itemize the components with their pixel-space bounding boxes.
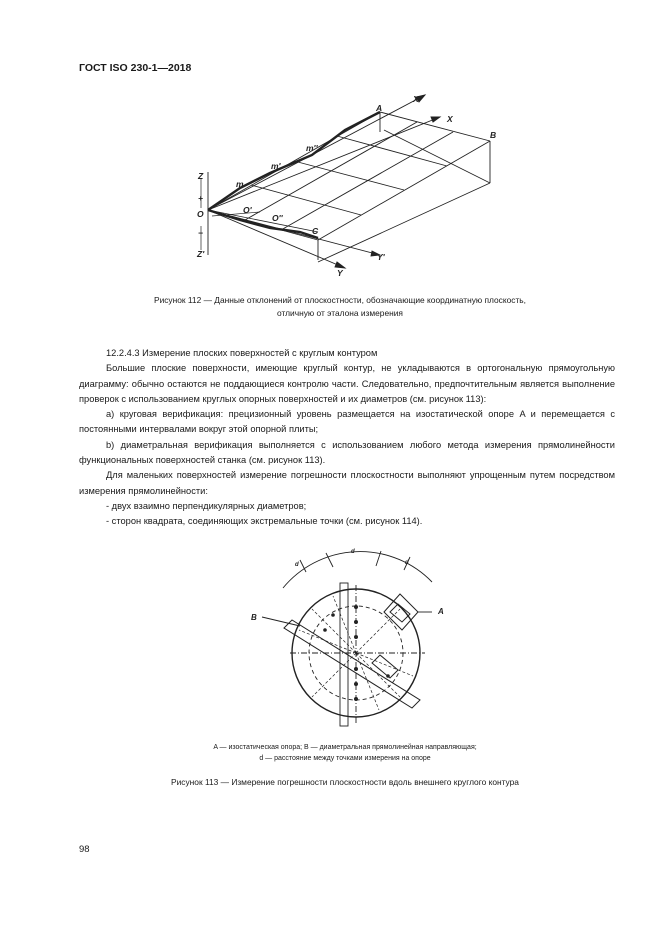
legend-line: A — изостатическая опора; B — диаметральная прямолинейная направляющая; [213, 744, 477, 751]
caption-line: Рисунок 112 — Данные отклонений от плоскостности, обозначающие координатную плоскость, [153, 295, 526, 305]
section-heading: 12.2.4.3 Измерение плоских поверхностей с круглым контуром [106, 348, 378, 358]
label-m: m [236, 179, 244, 189]
label-minus: − [198, 228, 203, 238]
label-yp: Y' [377, 252, 385, 262]
label-z: Z [198, 171, 204, 181]
figure-113-diagram [240, 540, 450, 740]
label-plus: + [198, 193, 203, 203]
section-text [79, 346, 615, 530]
label-opp: O'' [272, 213, 283, 223]
label-op: O' [243, 205, 252, 215]
caption-line: отличную от эталона измерения [277, 308, 403, 318]
figure-112-diagram [190, 88, 510, 283]
paragraph: Большие плоские поверхности, имеющие круглый контур, не укладываются в ортогональную прямоугольную диаграмму: обычно остаются не поддающиеся контролю части. Следовательно, предпочтительным является выполнение проверок с использованием круглых опорных поверхностей и их диаметров (см. рисунок 113): [79, 363, 615, 404]
document-header: ГОСТ ISO 230-1—2018 [79, 62, 192, 74]
figure-113-legend [120, 742, 570, 764]
label-x: X [447, 114, 453, 124]
label-a: A [376, 103, 383, 113]
figure-112-caption [100, 294, 580, 320]
fig113-label-d: d [295, 562, 299, 568]
label-c: C [312, 226, 319, 236]
paragraph: Для маленьких поверхностей измерение погрешности плоскостности выполняют упрощенным путем посредством измерения прямолинейности: [79, 470, 615, 496]
label-xp: X' [413, 94, 421, 104]
list-item-a: a) круговая верификация: прецизионный уровень размещается на изостатической опоре A и перемещается с постоянными интервалами вокруг этой опорной плиты; [79, 409, 615, 435]
list-item-b: b) диаметральная верификация выполняется с использованием любого метода измерения прямолинейности функциональных поверхностей станка (см. рисунок 113). [79, 439, 615, 466]
legend-line: d — расстояние между точками измерения на опоре [259, 755, 431, 762]
dash-item: - двух взаимно перпендикулярных диаметров; [106, 500, 307, 511]
page-number: 98 [79, 844, 90, 855]
label-b: B [490, 130, 497, 140]
fig113-label-a: A [438, 607, 444, 616]
fig113-label-b: B [251, 613, 257, 622]
label-y: Y [337, 268, 343, 278]
label-mp: m' [271, 161, 281, 171]
label-mpp: m'' [306, 143, 318, 153]
label-zp: Z' [197, 249, 205, 259]
fig113-label-d: d [351, 549, 355, 555]
label-o: O [197, 209, 204, 219]
figure-113-caption: Рисунок 113 — Измерение погрешности плоскостности вдоль внешнего круглого контура [171, 777, 519, 787]
fig113-label-d: d [405, 560, 409, 566]
dash-item: - сторон квадрата, соединяющих экстремальные точки (см. рисунок 114). [106, 516, 423, 527]
